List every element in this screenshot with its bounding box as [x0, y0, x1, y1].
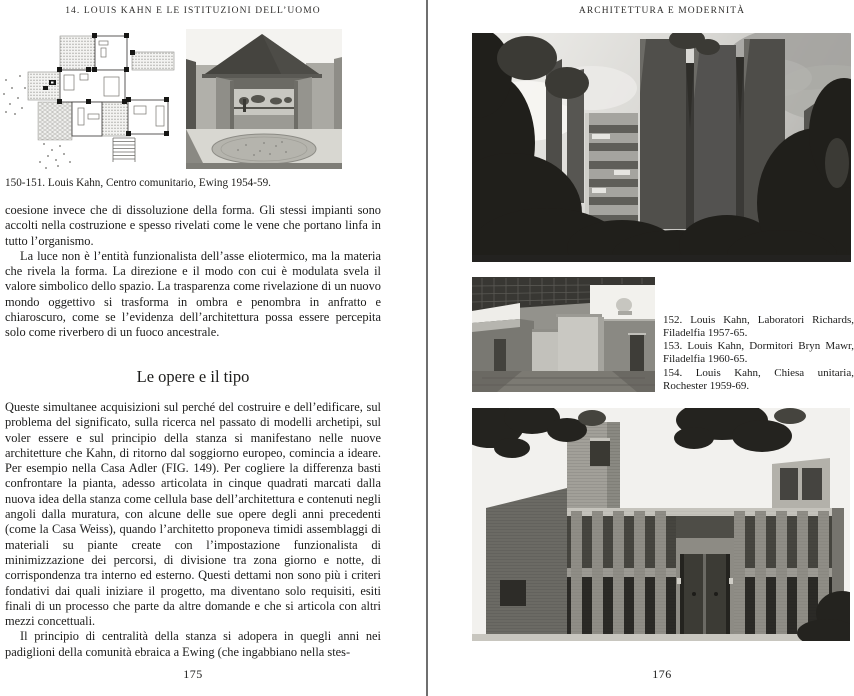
body-paragraph: Il principio di centralità della stanza si adopera in quegli anni nei padiglioni della comunità ebraica a Ewing (che ingabbiano nella stes-: [5, 629, 381, 659]
right-running-header: ARCHITETTURA E MODERNITÀ: [578, 6, 746, 16]
body-text-block-2: [5, 400, 381, 660]
figure-interior-photo: [472, 277, 655, 392]
figure-richards-photo: [472, 33, 851, 262]
interior-photo-image: [472, 277, 655, 392]
pavilion-photo-image: [186, 29, 342, 169]
left-page-number: 175: [183, 667, 203, 681]
section-heading: Le opere e il tipo: [136, 367, 250, 386]
figure-pavilion-photo: [186, 29, 342, 169]
body-text-block-1: [5, 203, 381, 341]
caption-153: 153. Louis Kahn, Dormitori Bryn Mawr, Filadelfia 1960-65.: [663, 340, 854, 366]
caption-152: 152. Louis Kahn, Laboratori Richards, Filadelfia 1957-65.: [663, 314, 854, 340]
body-paragraph: coesione invece che di dissoluzione della forma. Gli stessi impianti sono accolti nella costruzione e spesso rivelati come le vene che portano linfa in tutto l’organismo.: [5, 203, 381, 248]
church-photo-image: [472, 408, 850, 641]
richards-photo-image: [472, 33, 851, 262]
page-gutter-divider: [426, 0, 428, 696]
body-paragraph: Queste simultanee acquisizioni sul perché del costruire e dell’edificare, sul problema del significato, sulla ricerca nel passato di modelli archetipi, sul voler essere e sul principio della stanza si manifestano nelle nuove architetture che Kahn, di ritorno dal soggiorno europeo, comincia a ideare. Per esempio nella Casa Adler (FIG. 149). Per cogliere la differenza basti confrontare la pianta, adesso articolata in cinque quadrati marcati dalla nuova idea della stanza come cellula base dell’architettura e contenuti negli angoli dalla muratura, con alcune delle sue opere degli anni precedenti (come la Casa Weiss), quando l’architetto proponeva timidi assemblaggi di materiali su piante create con l’impostazione funzionalista di minimizzazione dei percorsi, di divisione tra zona giorno e notte, di corrispondenza tra interno ed esterno. Questi dettami non sono più i criteri fondativi dai quali iniziare il progetto, ma diventano solo requisiti, esiti finali di un processo che parte da altre domande e che si articola con altri mezzi concettuali.: [5, 400, 381, 629]
figure-church-photo: [472, 408, 850, 641]
figure-floor-plan: [0, 28, 180, 173]
left-running-header: 14. LOUIS KAHN E LE ISTITUZIONI DELL’UOMO: [65, 6, 321, 16]
floor-plan-image: [0, 28, 180, 173]
body-paragraph: La luce non è l’entità funzionalista dell’asse eliotermico, ma la materia che rivela la forma. La direzione e il modo con cui è modulata svela il valore simbolico dello spazio. La trasparenza come rivelazione di un nuovo mondo oggettivo si trasforma in ombra e penombra in anfratto e chiaroscuro, come se l’evidenza dell’architettura possa essere percepita solo come riverbero di un fuoco ancestrale.: [5, 248, 381, 340]
caption-154: 154. Louis Kahn, Chiesa unitaria, Rochester 1959-69.: [663, 366, 854, 392]
right-captions-block: [663, 314, 854, 393]
figure-caption-150-151: 150-151. Louis Kahn, Centro comunitario, Ewing 1954-59.: [5, 177, 271, 189]
right-page-number: 176: [652, 667, 672, 681]
